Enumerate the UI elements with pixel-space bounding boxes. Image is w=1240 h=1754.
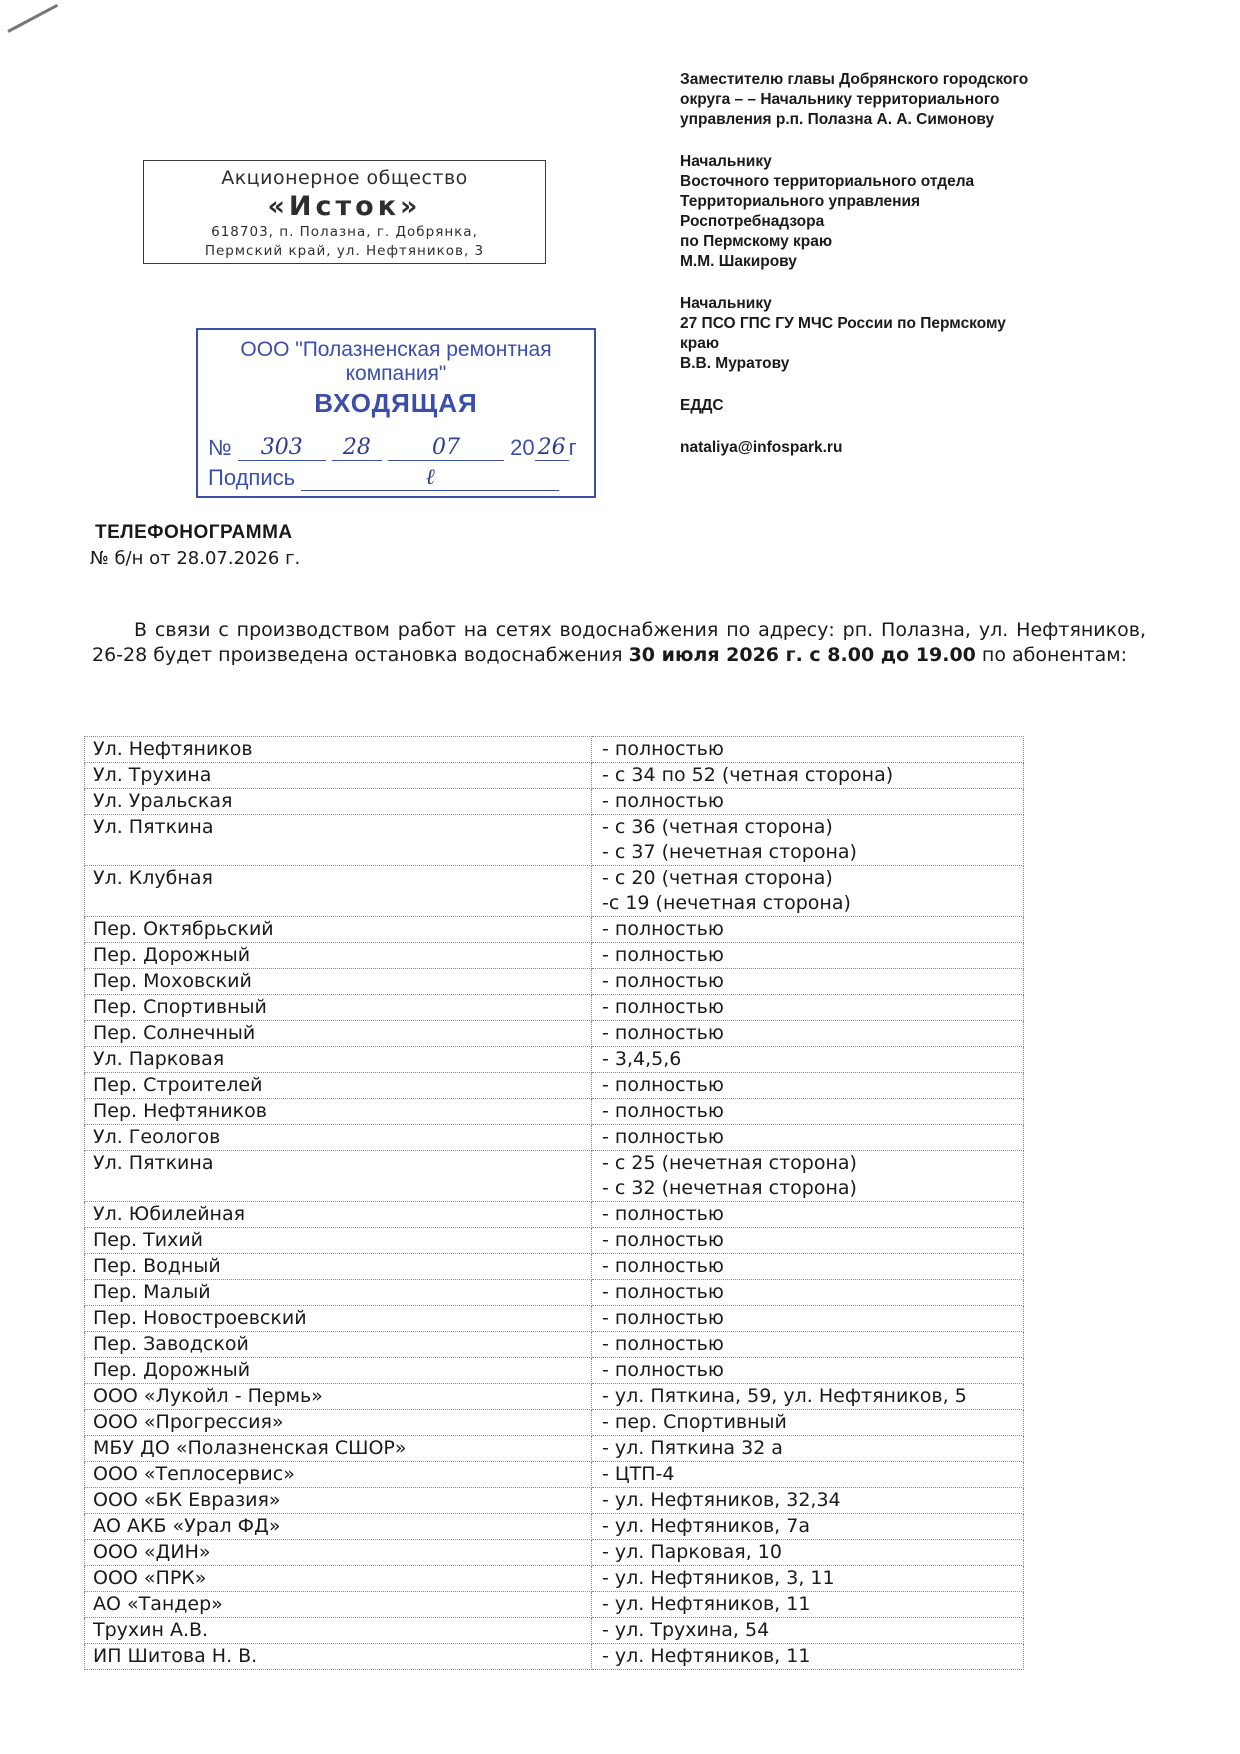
stamp-number-field [238,434,326,461]
table-row [85,943,1024,969]
abonent-name: ООО «Лукойл - Пермь» [85,1384,592,1410]
abonent-scope-line: - с 37 (нечетная сторона) [602,841,857,863]
abonent-name: МБУ ДО «Полазненская СШОР» [85,1436,592,1462]
stamp-kind: ВХОДЯЩАЯ [314,388,478,418]
abonent-scope-line: - полностью [602,1307,724,1329]
abonent-scope-line: - ул. Пяткина, 59, ул. Нефтяников, 5 [602,1385,967,1407]
abonent-scope [592,1514,1024,1540]
addressee [680,396,1150,416]
stamp-number-label: № [208,435,232,460]
document-title: ТЕЛЕФОНОГРАММА [95,522,293,543]
incoming-registration-stamp [196,328,596,498]
addressee-line: Территориального управления [680,193,921,210]
abonent-name: Пер. Заводской [85,1332,592,1358]
table-row [85,1073,1024,1099]
stamp-signature-row [208,464,588,491]
abonent-scope [592,1488,1024,1514]
table-row [85,1280,1024,1306]
abonent-scope-line: - полностью [602,944,724,966]
abonent-scope [592,1436,1024,1462]
table-row [85,763,1024,789]
abonent-scope [592,1280,1024,1306]
addressee-line: nataliya@infospark.ru [680,439,843,456]
abonent-scope [592,1332,1024,1358]
addressee-line: 27 ПСО ГПС ГУ МЧС России по Пермскому [680,315,1006,332]
stamp-year-value: 26 [537,435,566,460]
abonent-name: Пер. Тихий [85,1228,592,1254]
table-row [85,866,1024,917]
abonent-name: АО АКБ «Урал ФД» [85,1514,592,1540]
abonent-name: Пер. Дорожный [85,1358,592,1384]
abonent-scope [592,1462,1024,1488]
abonent-scope-line: - полностью [602,1281,724,1303]
abonent-scope-line: - полностью [602,1126,724,1148]
abonent-name: Пер. Солнечный [85,1021,592,1047]
abonent-scope [592,1047,1024,1073]
stamp-company-name: ООО "Полазненская ремонтная компания" [240,338,552,385]
abonent-scope [592,1151,1024,1202]
abonent-scope [592,995,1024,1021]
abonent-scope [592,737,1024,763]
table-row [85,789,1024,815]
stamp-signature-label: Подпись [208,465,296,490]
stamp-month-field [388,434,504,461]
abonent-name: Пер. Строителей [85,1073,592,1099]
abonent-scope [592,1021,1024,1047]
table-row [85,1592,1024,1618]
abonent-scope-line: - ул. Пяткина 32 а [602,1437,783,1459]
abonent-scope-line: - полностью [602,790,724,812]
abonent-scope-line: -с 19 (нечетная сторона) [602,892,851,914]
stamp-month-value: 07 [431,435,460,460]
table-row [85,1151,1024,1202]
abonent-scope [592,1073,1024,1099]
abonent-name: Ул. Нефтяников [85,737,592,763]
addressee-line: округа – – Начальнику территориального [680,91,1000,108]
pen-mark [7,4,58,33]
abonent-scope-line: - полностью [602,1203,724,1225]
table-row [85,1488,1024,1514]
abonent-scope [592,1384,1024,1410]
table-row [85,1462,1024,1488]
addressee [680,438,1150,458]
abonent-scope [592,1306,1024,1332]
abonent-name: ООО «ДИН» [85,1540,592,1566]
abonent-scope [592,1358,1024,1384]
table-row [85,1021,1024,1047]
abonent-name: Ул. Парковая [85,1047,592,1073]
table-row [85,1618,1024,1644]
abonent-name: Ул. Пяткина [85,815,592,866]
addressee-line: Восточного территориального отдела [680,173,975,190]
table-row [85,737,1024,763]
addressee-line: Заместителю главы Добрянского городского [680,71,1029,88]
addressee-block [680,70,1150,480]
abonent-name: Ул. Геологов [85,1125,592,1151]
abonent-scope-line: - полностью [602,1100,724,1122]
table-row [85,1436,1024,1462]
abonent-scope-line: - с 34 по 52 (четная сторона) [602,764,894,786]
abonent-scope [592,1125,1024,1151]
abonent-scope-line: - полностью [602,970,724,992]
abonent-name: Трухин А.В. [85,1618,592,1644]
body-text-start: В связи с производством работ на сетях водоснабжения по адресу: рп. Полазна, ул. Нефтяников, 26-28 будет произведена остановка водоснабжения [92,619,1146,666]
table-row [85,1514,1024,1540]
abonent-scope-line: - полностью [602,1333,724,1355]
abonent-scope-line: - полностью [602,1074,724,1096]
abonent-name: Ул. Клубная [85,866,592,917]
table-row [85,1125,1024,1151]
abonent-scope-line: - 3,4,5,6 [602,1048,682,1070]
abonent-name: АО «Тандер» [85,1592,592,1618]
table-row [85,1228,1024,1254]
abonent-name: Пер. Нефтяников [85,1099,592,1125]
stamp-signature-field [301,464,559,491]
addressee-line: Начальнику [680,295,772,312]
body-text-date: 30 июля 2026 г. с 8.00 до 19.00 [628,644,976,666]
abonent-name: Пер. Спортивный [85,995,592,1021]
abonent-scope-line: - полностью [602,1255,724,1277]
abonent-name: Пер. Новостроевский [85,1306,592,1332]
table-row [85,1306,1024,1332]
table-row [85,1384,1024,1410]
addressee-line: М.М. Шакирову [680,253,797,270]
body-text-end: по абонентам: [975,644,1127,666]
abonent-name: ООО «БК Евразия» [85,1488,592,1514]
abonent-scope [592,1410,1024,1436]
abonent-scope-line: - ул. Нефтяников, 3, 11 [602,1567,835,1589]
table-row [85,917,1024,943]
stamp-address-line2: Пермский край, ул. Нефтяников, 3 [204,243,485,259]
addressee-line: ЕДДС [680,397,724,414]
stamp-address-line1: 618703, п. Полазна, г. Добрянка, [211,224,478,240]
abonent-name: Пер. Моховский [85,969,592,995]
table-row [85,815,1024,866]
abonent-scope [592,1540,1024,1566]
abonent-scope [592,943,1024,969]
abonent-name: Ул. Юбилейная [85,1202,592,1228]
abonent-scope-line: - ЦТП-4 [602,1463,675,1485]
abonent-scope-line: - с 36 (четная сторона) [602,816,833,838]
document-number: № б/н от 28.07.2026 г. [90,548,301,569]
addressee-line: Начальнику [680,153,772,170]
addressee-line: Роспотребнадзора [680,213,825,230]
handwritten-signature: ℓ [425,465,435,490]
abonent-scope-line: - с 32 (нечетная сторона) [602,1177,857,1199]
abonent-scope [592,917,1024,943]
abonent-scope [592,1202,1024,1228]
table-row [85,1254,1024,1280]
stamp-org-type: Акционерное общество [221,167,468,189]
addressee-line: по Пермскому краю [680,233,833,250]
table-row [85,1047,1024,1073]
addressee [680,294,1150,374]
abonent-scope-line: - с 25 (нечетная сторона) [602,1152,857,1174]
abonent-scope-line: - полностью [602,1022,724,1044]
table-row [85,1410,1024,1436]
abonent-name: Пер. Октябрьский [85,917,592,943]
abonent-scope [592,1618,1024,1644]
addressee-line: краю [680,335,720,352]
addressee-line: управления р.п. Полазна А. А. Симонову [680,111,995,128]
stamp-org-name: «Исток» [267,191,422,222]
abonent-scope [592,1099,1024,1125]
istok-company-stamp [143,160,546,264]
abonent-scope [592,1254,1024,1280]
abonent-scope-line: - полностью [602,918,724,940]
table-row [85,1202,1024,1228]
table-row [85,1540,1024,1566]
abonent-scope-line: - ул. Нефтяников, 32,34 [602,1489,841,1511]
abonent-scope [592,789,1024,815]
addressee [680,152,1150,272]
abonent-scope [592,866,1024,917]
stamp-day-value: 28 [342,435,371,460]
abonent-name: Пер. Малый [85,1280,592,1306]
abonent-scope-line: - полностью [602,996,724,1018]
abonent-name: ООО «Теплосервис» [85,1462,592,1488]
abonent-scope-line: - ул. Нефтяников, 11 [602,1645,811,1667]
table-row [85,1566,1024,1592]
abonent-name: Ул. Уральская [85,789,592,815]
stamp-year-field [535,434,569,461]
abonent-name: Пер. Дорожный [85,943,592,969]
stamp-number-value: 303 [260,435,303,460]
abonent-scope [592,1644,1024,1670]
abonent-scope-line: - с 20 (четная сторона) [602,867,833,889]
abonent-scope-line: - ул. Нефтяников, 11 [602,1593,811,1615]
table-row [85,1332,1024,1358]
abonent-name: ООО «ПРК» [85,1566,592,1592]
abonent-scope [592,1592,1024,1618]
abonent-scope-line: - ул. Парковая, 10 [602,1541,782,1563]
abonent-scope-line: - полностью [602,1359,724,1381]
abonent-scope-line: - полностью [602,1229,724,1251]
table-row [85,1644,1024,1670]
abonent-scope [592,763,1024,789]
abonent-scope-line: - пер. Спортивный [602,1411,787,1433]
stamp-year-prefix: 20 [510,435,535,460]
addressee-line: В.В. Муратову [680,355,790,372]
document-body [92,618,1146,668]
abonent-name: Ул. Трухина [85,763,592,789]
abonent-scope [592,815,1024,866]
abonent-name: ИП Шитова Н. В. [85,1644,592,1670]
abonent-name: Ул. Пяткина [85,1151,592,1202]
stamp-day-field [332,434,382,461]
addressee [680,70,1150,130]
abonent-scope [592,1228,1024,1254]
abonents-table [84,736,1024,1670]
table-row [85,1099,1024,1125]
table-row [85,1358,1024,1384]
stamp-year-unit: г [568,435,577,460]
table-row [85,969,1024,995]
abonent-scope-line: - ул. Нефтяников, 7а [602,1515,810,1537]
stamp-number-row [208,434,588,461]
abonent-scope [592,969,1024,995]
table-row [85,995,1024,1021]
abonent-name: Пер. Водный [85,1254,592,1280]
abonent-name: ООО «Прогрессия» [85,1410,592,1436]
abonent-scope [592,1566,1024,1592]
abonent-scope-line: - полностью [602,738,724,760]
abonent-scope-line: - ул. Трухина, 54 [602,1619,770,1641]
